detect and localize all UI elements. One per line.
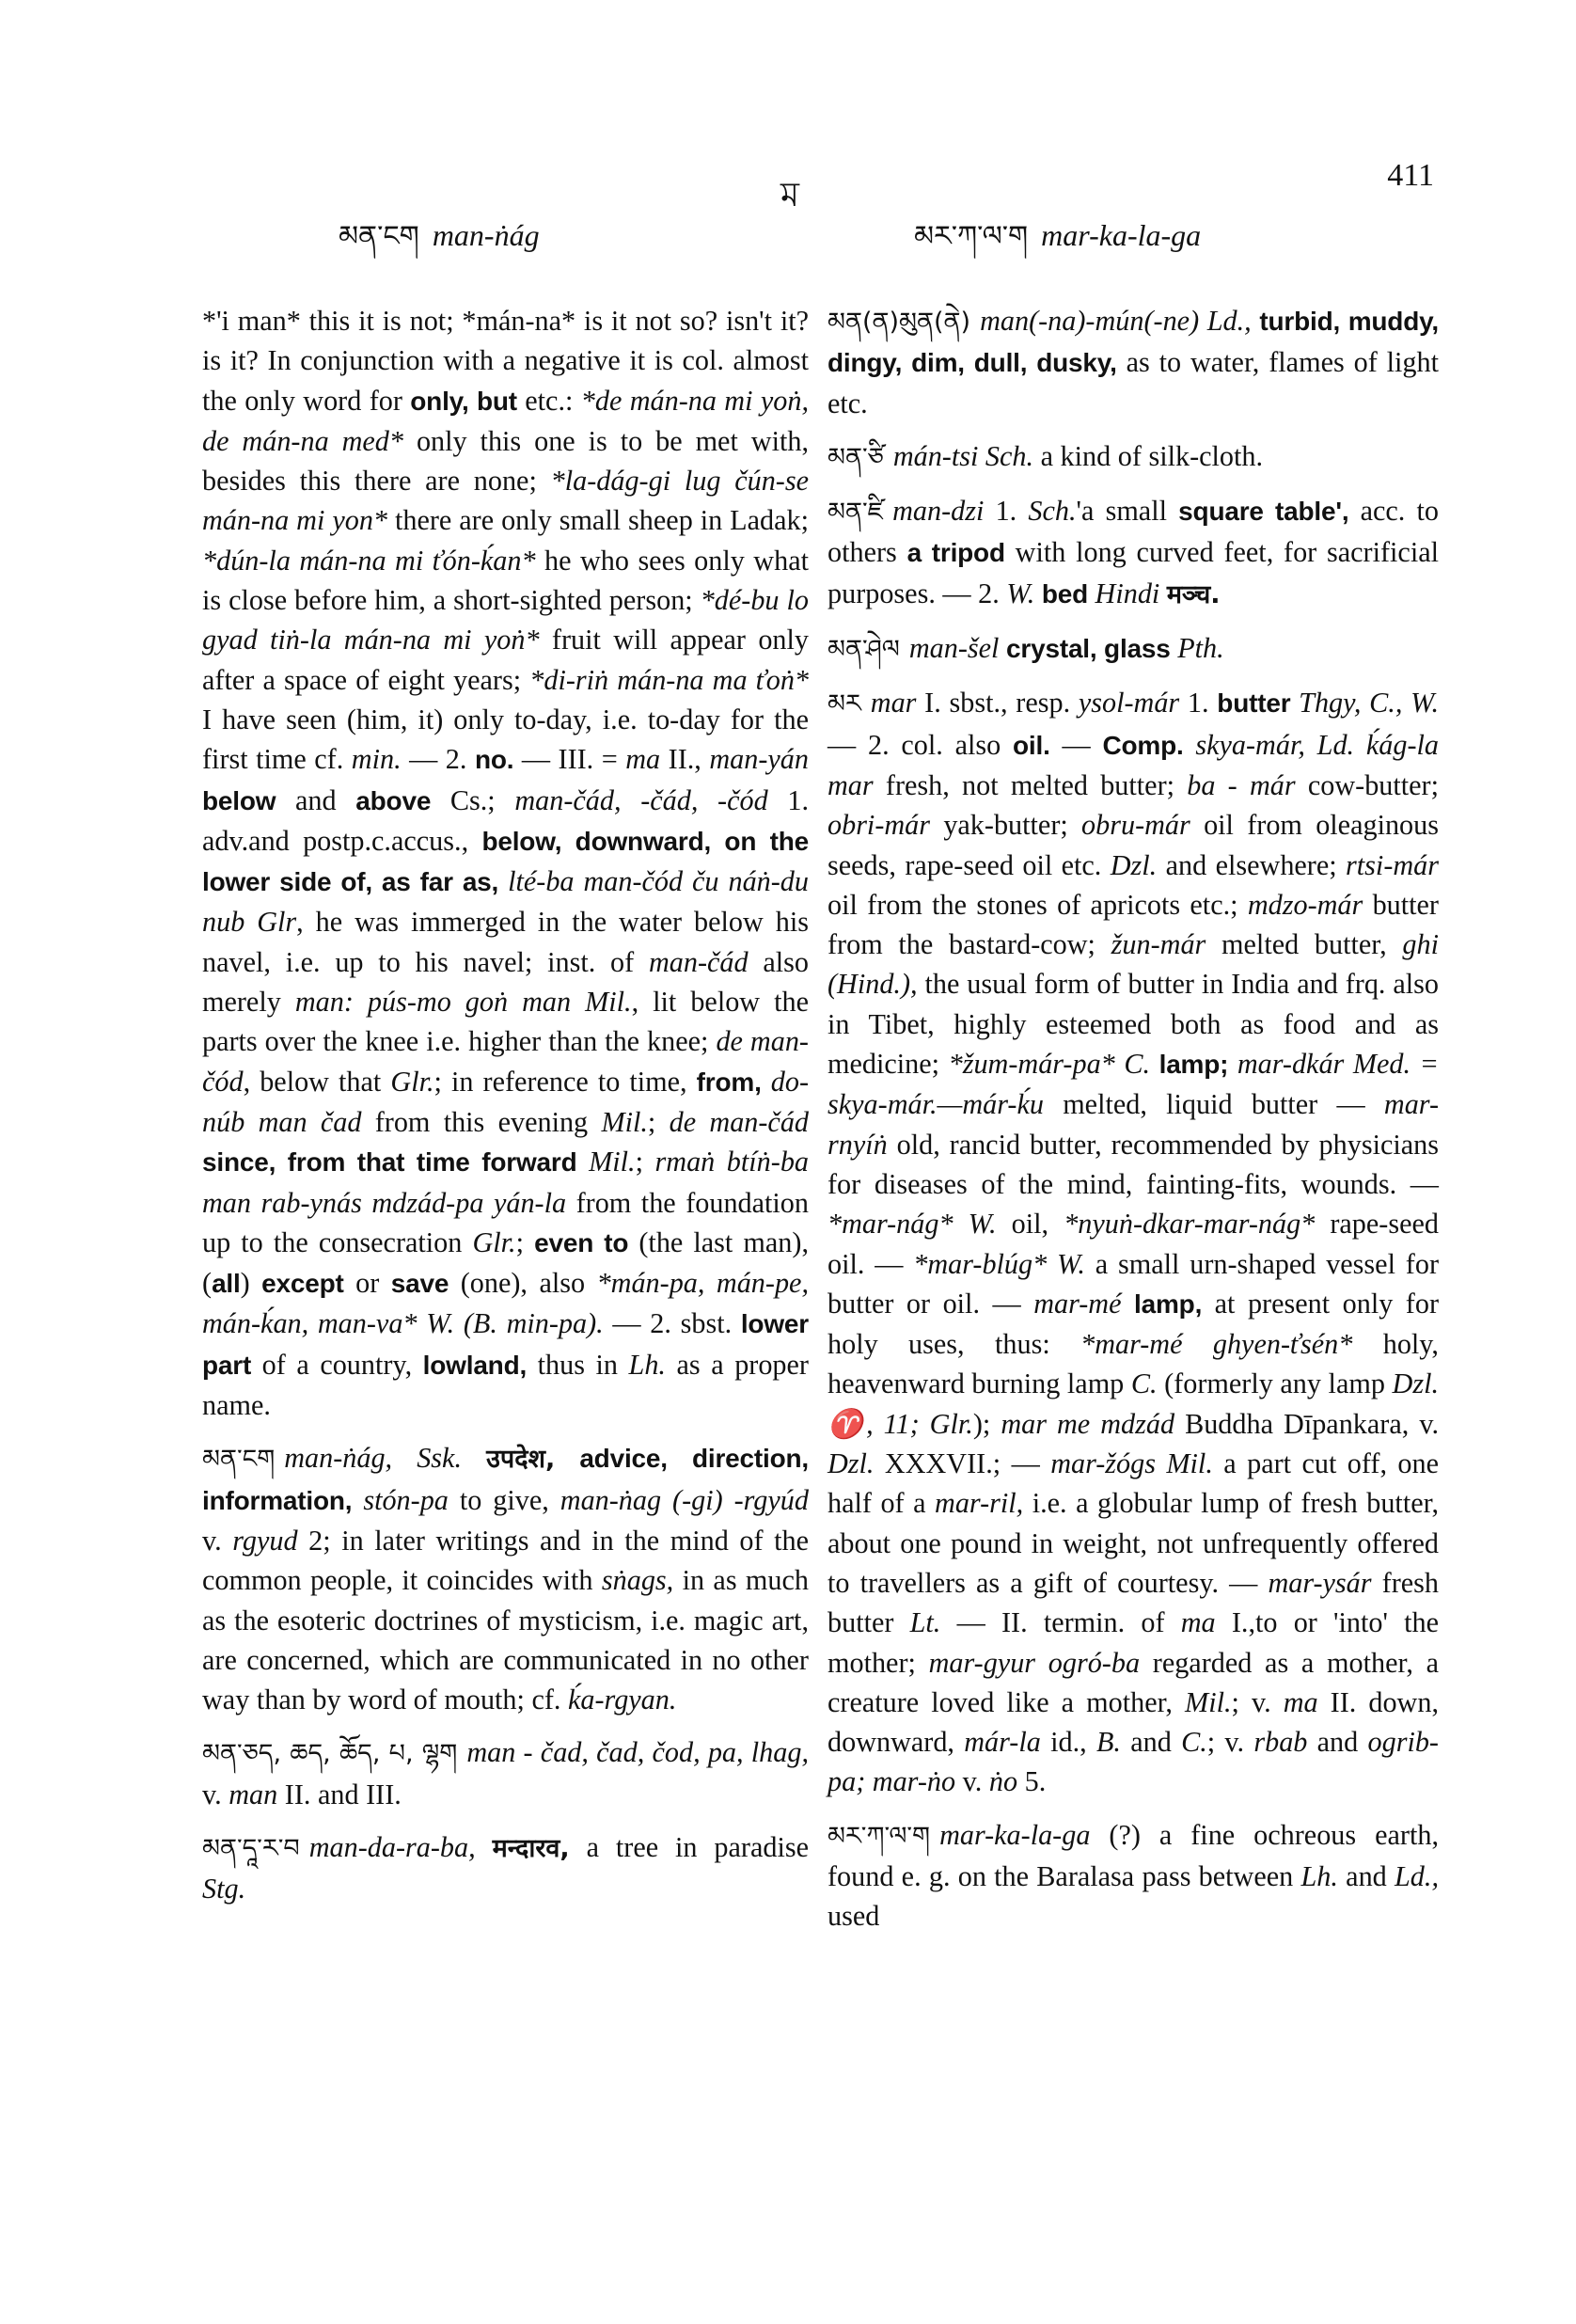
entry-text: there are only small sheep in Ladak; <box>387 504 809 537</box>
cross-ref: ma <box>625 743 661 776</box>
example: de man-čód <box>202 1025 809 1098</box>
gloss: crystal, glass <box>1006 634 1171 664</box>
cross-ref: man <box>229 1778 278 1810</box>
entry-text: XXXVII.; — <box>874 1447 1051 1480</box>
gloss: all <box>212 1269 241 1299</box>
entry-text: ; v. <box>1231 1685 1284 1718</box>
example: *žum-már-pa* C. <box>948 1048 1151 1081</box>
entry-text: Cs.; <box>431 783 515 816</box>
romanized-term: mar-žógs Mil. <box>1050 1447 1213 1480</box>
entry-text: ; <box>635 1146 655 1178</box>
headword-romanized: man-da-ra-ba, <box>308 1830 476 1863</box>
romanized-term: ba - már <box>1187 768 1296 801</box>
headword-tibetan: མན་ཅད, ཆད, ཆོད, པ, ལྷག <box>202 1739 458 1769</box>
sanskrit-devanagari: मन्दारव, <box>492 1833 570 1863</box>
example: do-núb man čad <box>202 1065 810 1138</box>
gloss: a tripod <box>906 538 1005 568</box>
example: rmaṅ btíṅ-ba man rab-ynás mdzád-pa yán-la <box>202 1146 810 1219</box>
entry-text: thus in <box>527 1348 629 1381</box>
romanized-term: már-la <box>964 1726 1041 1759</box>
example: *mar-blúg* W. <box>913 1247 1085 1280</box>
gloss: no. <box>474 745 514 775</box>
entry-text: and <box>276 783 356 816</box>
entry-text: a kind of silk-cloth. <box>1033 439 1264 472</box>
entry-text: ; in reference to time, <box>433 1065 697 1098</box>
entry-text: ; v. <box>1206 1726 1254 1759</box>
entry-text: — 2. sbst. <box>603 1307 741 1340</box>
entry-text: and <box>1120 1726 1182 1759</box>
entry-text: the usual form of butter in India and frq. also in Tibet, highly esteemed both as food and as medicine; <box>827 968 1439 1081</box>
romanized-term: mar-dkár Med. = skya-már.—már-ḱu <box>827 1048 1440 1121</box>
entry-text: from this evening <box>361 1105 602 1138</box>
headword-tibetan: མར <box>827 689 861 719</box>
entry-text: as a proper name. <box>202 1348 809 1422</box>
gloss: below, downward, on the lower side of, as far as, <box>202 826 809 897</box>
headword-tibetan: མན་དཱ་ར་བ <box>202 1833 300 1863</box>
entry-text: ); <box>972 1407 1001 1440</box>
headword-tibetan: མན་ཤེལ <box>827 635 900 665</box>
gloss: bed <box>1041 578 1088 609</box>
source-abbrev: Dzl. <box>827 1447 875 1480</box>
gloss: lamp, <box>1134 1288 1203 1319</box>
entry-text: only this one is to be met with, besides this there are none; <box>202 424 809 498</box>
entry-man-shel <box>827 628 1439 670</box>
entry-text: he who sees only what is close before him, a short-sighted person; <box>202 544 809 617</box>
running-head-left-romanized: man-ṅág <box>432 218 540 252</box>
entry-text: and <box>1337 1859 1395 1892</box>
entry-text: — 2. <box>401 743 475 776</box>
entry-text: *'i man* this it is not; *mán-na* is it not so? isn't it? is it? In conjunction with a negative it is col. almost the only word for <box>202 305 809 417</box>
source-abbrev: Thgy, C., W. <box>1299 687 1440 719</box>
romanized-term: mar-gyur ogró-ba <box>928 1646 1141 1679</box>
gloss: from, <box>696 1067 762 1097</box>
romanized-term: man-yán <box>709 743 809 776</box>
example: *de mán-na mi yoṅ, de mán-na med* <box>202 384 809 457</box>
source-abbrev: Lh. <box>628 1348 666 1381</box>
romanized-term: skya-már, Ld. ḱág-la mar <box>827 728 1440 801</box>
entry-text: old, rancid butter, recommended by physicians for diseases of the mind, fainting-fits, wounds. — <box>827 1128 1439 1200</box>
example: *nyuṅ-dkar-mar-nág* <box>1064 1208 1316 1241</box>
entry-text: 1. <box>1179 687 1218 719</box>
entry-text: oil, <box>996 1208 1064 1241</box>
section-letter: ম <box>780 176 799 214</box>
entry-text: — II. termin. of <box>940 1606 1181 1639</box>
example: *mar-nág* W. <box>827 1208 997 1241</box>
entry-text: II. and III. <box>277 1778 402 1810</box>
example: man: pús-mo goṅ man Mil. <box>294 986 632 1019</box>
cross-ref: ma <box>1283 1685 1318 1718</box>
running-head-right-tibetan: མར་ཀ་ལ་ག <box>914 220 1029 253</box>
example: *la-dág-gi lug čún-se mán-na mi yon* <box>202 465 810 537</box>
headword-romanized: man-ṅág, Ssk. <box>284 1442 462 1475</box>
gloss: Comp. <box>1102 730 1184 760</box>
romanized-term: mar me mdzád <box>1001 1407 1175 1440</box>
running-head-right-romanized: mar-ka-la-ga <box>1041 218 1202 252</box>
cross-ref: ṅo <box>988 1765 1018 1798</box>
source-abbrev: Lt. <box>909 1606 941 1639</box>
cross-ref: min. <box>351 743 402 776</box>
gloss: except <box>261 1269 344 1299</box>
source-abbrev: Mil. <box>589 1146 636 1178</box>
entry-text: ; <box>515 1225 535 1258</box>
source-abbrev: C. <box>1130 1368 1158 1400</box>
entry-text: rape-seed oil. — <box>827 1208 1439 1280</box>
entry-text: with long curved feet, for sacrificial purposes. — 2. <box>827 536 1439 609</box>
entry-man-dzi <box>827 491 1439 615</box>
example: *dé-bu lo gyad tiṅ-la mán-na mi yoṅ* <box>202 584 809 656</box>
entry-man-cad <box>202 1732 809 1814</box>
gloss: only, but <box>410 386 517 416</box>
headword-romanized: man-dzi <box>892 495 985 528</box>
example: *di-riṅ mán-na ma ťoṅ* <box>529 663 810 696</box>
romanized-term: obru-már <box>1081 809 1190 842</box>
left-column <box>202 301 809 1909</box>
romanized-term: žun-már <box>1111 928 1206 961</box>
entry-text: oil from the stones of apricots etc.; <box>827 888 1248 921</box>
headword-romanized: man - čad, čad, čod, pa, lhag, <box>466 1736 810 1769</box>
entry-text: used <box>827 1900 880 1933</box>
entry-text: 1. adv.and postp.c.accus., <box>202 783 810 857</box>
gloss: turbid, muddy, dingy, dim, dull, dusky, <box>827 307 1439 378</box>
entry-text: of a country, <box>251 1348 423 1381</box>
romanized-term: rtsi-már <box>1346 848 1440 881</box>
source-abbrev: Lh. <box>1300 1859 1338 1892</box>
entry-text: , lit below the parts over the knee i.e. higher than the knee; <box>202 986 809 1058</box>
entry-mar-ka-la-ga <box>827 1815 1439 1937</box>
headword-tibetan: མན་ངག <box>202 1445 276 1475</box>
entry-text: from the foundation up to the consecration <box>202 1186 809 1258</box>
source-abbrev: Pth. <box>1177 632 1224 665</box>
headword-tibetan: མན་ཙི <box>827 442 884 472</box>
gloss: below <box>202 785 276 815</box>
romanized-term: ghi (Hind.), <box>827 928 1439 1001</box>
running-head-left-tibetan: མན་ངག <box>339 220 419 253</box>
entry-man-tsi <box>827 436 1439 478</box>
entry-text: II., <box>660 743 710 776</box>
entry-text: fresh, not melted butter; <box>873 768 1188 801</box>
romanized-term: mdzo-már <box>1247 888 1363 921</box>
source-abbrev: Dzl. ♈, 11; Glr. <box>827 1368 1439 1440</box>
entry-text: and elsewhere; <box>1157 848 1347 881</box>
romanized-term: stón-pa <box>363 1483 449 1516</box>
entry-text: v. <box>202 1524 233 1557</box>
cross-ref: rbab <box>1253 1726 1308 1759</box>
romanized-term: ysol-már <box>1078 687 1180 719</box>
entry-text: ) <box>240 1267 262 1300</box>
entry-text: fresh butter <box>827 1566 1439 1639</box>
entry-man-da-ra-ba <box>202 1827 809 1909</box>
gloss: square table', <box>1178 497 1349 527</box>
gloss: lowland, <box>422 1350 528 1380</box>
entry-text: i.e. a globular lump of fresh butter, about one pound in weight, not unfrequently offered to travellers as a gift of courtesy. — <box>827 1487 1439 1599</box>
romanized-term: mar-mé <box>1033 1287 1122 1320</box>
entry-man-continuation <box>202 301 809 1425</box>
romanized-term: man-čád <box>648 945 749 978</box>
running-head-left <box>339 205 540 252</box>
source-abbrev: Glr. <box>390 1065 434 1098</box>
source-abbrev: B. <box>1095 1726 1121 1759</box>
gloss: save <box>390 1269 449 1299</box>
cross-ref: ogrib-pa; mar-ṅo <box>827 1726 1439 1798</box>
cross-ref: ḱa-rgyan. <box>568 1684 677 1716</box>
romanized-term: mar-rnyíṅ <box>827 1088 1439 1161</box>
right-column <box>827 301 1439 1937</box>
entry-text: (formerly any lamp <box>1157 1368 1393 1400</box>
sanskrit-devanagari: उपदेश, <box>486 1445 556 1475</box>
romanized-term: obri-már <box>827 809 931 842</box>
entry-text: melted butter, <box>1206 928 1403 961</box>
entry-text: regarded as a mother, a creature loved like a mother, <box>827 1646 1440 1718</box>
entry-text: id., <box>1040 1726 1096 1759</box>
entry-text: (the last man), ( <box>202 1225 809 1300</box>
gloss: advice, direction, information, <box>202 1444 810 1515</box>
romanized-term: man-ṅag (-gi) -rgyúd <box>559 1483 809 1516</box>
entry-text: v. <box>955 1765 989 1798</box>
entry-text: as to water, flames of light etc. <box>827 346 1439 419</box>
headword-romanized: man-šel <box>908 632 1000 665</box>
example: *mán-pa, mán-pe, mán-ḱan, man-va* W. (B. min-pa). <box>202 1267 809 1340</box>
source-abbrev: Mil. <box>1185 1685 1232 1718</box>
source-abbrev: W. <box>1006 577 1035 609</box>
entry-text: , below that <box>243 1065 391 1098</box>
entry-text: a tree in paradise <box>569 1830 810 1863</box>
example: lté-ba man-čód ču náṅ-du nub Glr <box>202 865 809 939</box>
gloss: above <box>355 785 432 815</box>
entry-text: etc.: <box>516 384 581 417</box>
source-abbrev: Sch. <box>1028 495 1077 528</box>
entry-text: a part cut off, one half of a <box>827 1447 1439 1520</box>
entry-text: I. sbst., resp. <box>916 687 1079 719</box>
headword-tibetan: མན(ན)མུན(ནེ) <box>827 308 971 337</box>
page-number: 411 <box>1387 158 1434 193</box>
headword-tibetan: མན་ཛི <box>827 498 884 528</box>
entry-text: II. down, downward, <box>827 1685 1440 1759</box>
entry-text: , he was immerged in the water below his navel, i.e. up to his navel; inst. of <box>202 906 809 978</box>
source-abbrev: Mil. <box>601 1105 648 1138</box>
entry-text: — III. = <box>513 743 626 776</box>
entry-text: melted, liquid butter — <box>1043 1088 1384 1121</box>
entry-text: at present only for holy uses, thus: <box>827 1287 1440 1361</box>
headword-romanized: mar-ka-la-ga <box>939 1818 1091 1851</box>
entry-text: I have seen (him, it) only to-day, i.e. to-day for the first time cf. <box>202 703 809 776</box>
entry-text: a small urn-shaped vessel for butter or oil. — <box>827 1247 1439 1320</box>
romanized-term: mar-ysár <box>1268 1566 1372 1599</box>
entry-text: v. <box>202 1778 229 1810</box>
entry-text: (one), also <box>449 1267 597 1300</box>
headword-romanized: mán-tsi Sch. <box>892 439 1034 472</box>
gloss: lamp; <box>1158 1050 1229 1080</box>
source-abbrev: Ld., <box>1395 1859 1439 1892</box>
hindi-devanagari: मञ्च. <box>1166 579 1221 609</box>
gloss: oil. <box>1013 730 1050 760</box>
cross-ref: ma <box>1180 1606 1216 1639</box>
example: *dún-la mán-na mi ťón-ḱan* <box>202 544 536 577</box>
source-abbrev: C. <box>1181 1726 1207 1759</box>
entry-text: oil from oleaginous seeds, rape-seed oil etc. <box>827 809 1439 881</box>
entry-man-mun <box>827 301 1439 423</box>
headword-romanized: man(-na)-mún(-ne) Ld., <box>980 305 1252 337</box>
running-head-right <box>914 205 1201 252</box>
example: de man-čád <box>669 1105 810 1138</box>
headword-romanized: mar <box>870 687 917 719</box>
source-abbrev: Stg. <box>202 1873 246 1905</box>
source-abbrev: Glr. <box>472 1225 516 1258</box>
entry-text: — 2. col. also <box>827 728 1014 761</box>
entry-text: 1. <box>984 495 1029 528</box>
entry-mar <box>827 683 1439 1801</box>
entry-text: holy, heavenward burning lamp <box>827 1328 1439 1400</box>
gloss: lower part <box>202 1309 809 1380</box>
entry-text: to give, <box>448 1483 560 1516</box>
entry-text: in as much as the esoteric doctrines of mysticism, i.e. magic art, are concerned, which are communicated in no other way than by word of mouth; cf. <box>202 1564 809 1716</box>
romanized-term: sṅags, <box>601 1564 674 1597</box>
entry-text: — <box>1049 728 1103 761</box>
gloss: even to <box>534 1227 629 1257</box>
source-abbrev: Dzl. <box>1110 848 1158 881</box>
entry-text: cow-butter; <box>1295 768 1439 801</box>
headword-tibetan: མར་ཀ་ལ་ག <box>827 1821 931 1851</box>
romanized-term: mar-ril, <box>935 1487 1024 1520</box>
entry-text: 'a small <box>1076 495 1179 528</box>
gloss: since, from that time forward <box>202 1147 577 1178</box>
entry-text: ; <box>647 1105 670 1138</box>
entry-text: butter from the bastard-cow; <box>827 888 1439 961</box>
entry-text: or <box>343 1267 391 1300</box>
example: *mar-mé ghyen-ťsén* <box>1080 1328 1353 1361</box>
entry-text: acc. to others <box>827 495 1440 569</box>
entry-text: and <box>1307 1726 1368 1759</box>
romanized-term: man-čád, -čád, -čód <box>514 783 768 816</box>
entry-text: 2; in later writings and in the mind of the common people, it coincides with <box>202 1524 809 1597</box>
entry-man-nag <box>202 1438 809 1719</box>
entry-text: I.,to or 'into' the mother; <box>827 1606 1439 1679</box>
entry-text: fruit will appear only after a space of eight years; <box>202 624 809 696</box>
entry-text: yak-butter; <box>930 809 1082 842</box>
gloss: butter <box>1217 688 1291 719</box>
source-abbrev: Hindi <box>1095 577 1160 609</box>
entry-text: also merely <box>202 945 809 1019</box>
entry-text: 5. <box>1017 1765 1047 1798</box>
entry-text: (?) a fine ochreous earth, found e. g. on the Baralasa pass between <box>827 1818 1439 1892</box>
cross-ref: rgyud <box>232 1524 298 1557</box>
entry-text: Buddha Dīpankara, v. <box>1174 1407 1439 1440</box>
